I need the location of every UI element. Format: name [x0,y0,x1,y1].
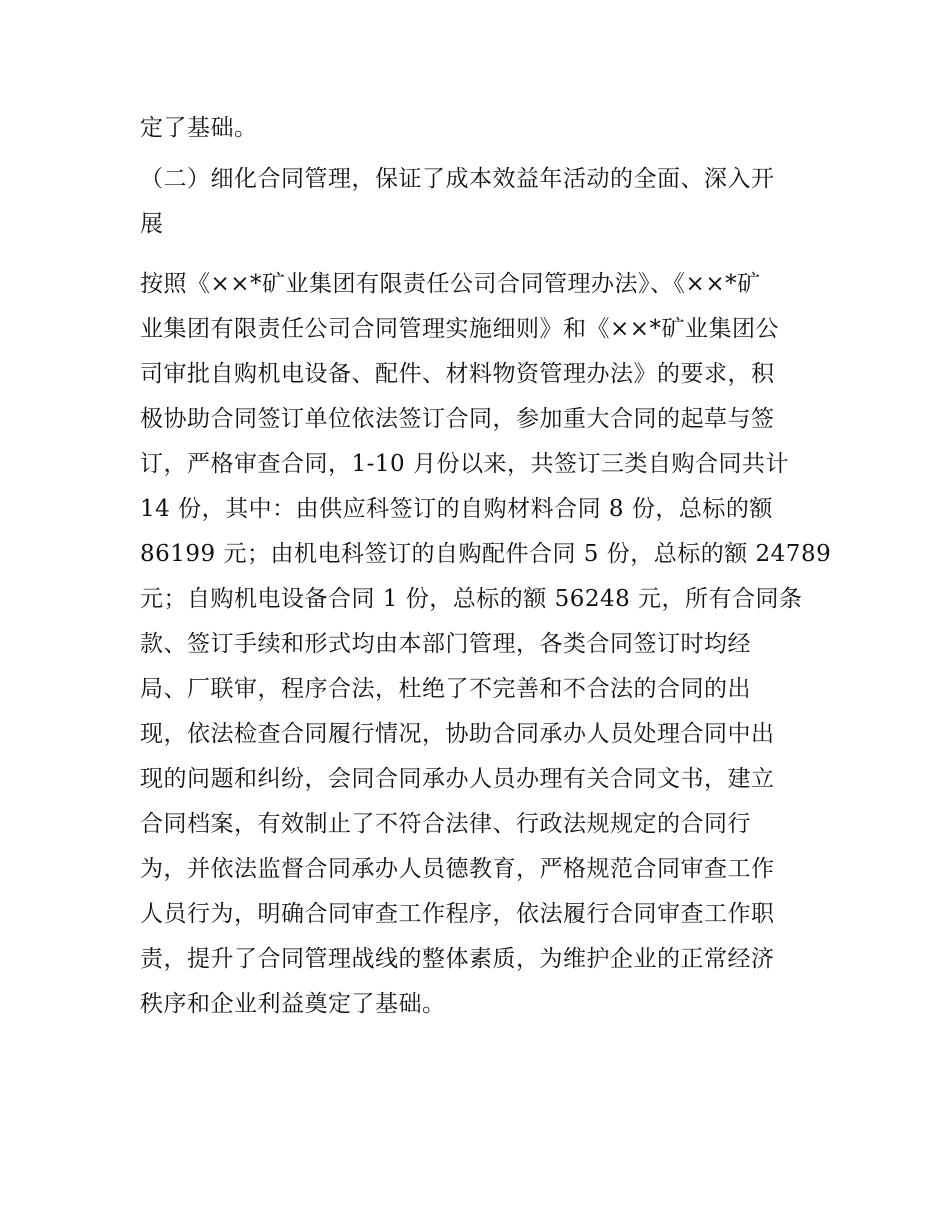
text-line: 14 份，其中：由供应科签订的自购材料合同 8 份，总标的额 [140,496,773,522]
text-line: 订，严格审查合同，1-10 月份以来，共签订三类自购合同共计 [140,451,789,477]
text-line: 责，提升了合同管理战线的整体素质，为维护企业的正常经济 [140,946,775,972]
text-line: 现，依法检查合同履行情况，协助合同承办人员处理合同中出 [140,721,775,747]
text-line: 司审批自购机电设备、配件、材料物资管理办法》的要求，积 [140,361,775,387]
text-line: 元；自购机电设备合同 1 份，总标的额 56248 元，所有合同条 [140,586,803,612]
previous-paragraph-ending [140,106,820,151]
text-line: 极协助合同签订单位依法签订合同，参加重大合同的起草与签 [140,406,775,432]
text-line: 秩序和企业利益奠定了基础。 [140,991,446,1017]
text-line: 为，并依法监督合同承办人员德教育，严格规范合同审查工作 [140,856,775,882]
text-line: 86199 元；由机电科签订的自购配件合同 5 份，总标的额 24789 [140,541,832,567]
text-line: 定了基础。 [140,115,258,141]
text-line: 按照《××*矿业集团有限责任公司合同管理办法》、《××*矿 [140,271,761,297]
text-line: 局、厂联审，程序合法，杜绝了不完善和不合法的合同的出 [140,676,751,702]
heading-line: 展 [140,211,164,237]
body-paragraph [140,262,832,1027]
text-line: 人员行为，明确合同审查工作程序，依法履行合同审查工作职 [140,901,775,927]
section-heading [140,157,820,247]
text-line: 合同档案，有效制止了不符合法律、行政法规规定的合同行 [140,811,751,837]
text-line: 款、签订手续和形式均由本部门管理，各类合同签订时均经 [140,631,751,657]
text-line: 现的问题和纠纷，会同合同承办人员办理有关合同文书，建立 [140,766,775,792]
heading-line: （二）细化合同管理，保证了成本效益年活动的全面、深入开 [140,166,775,192]
text-line: 业集团有限责任公司合同管理实施细则》和《××*矿业集团公 [140,316,780,342]
